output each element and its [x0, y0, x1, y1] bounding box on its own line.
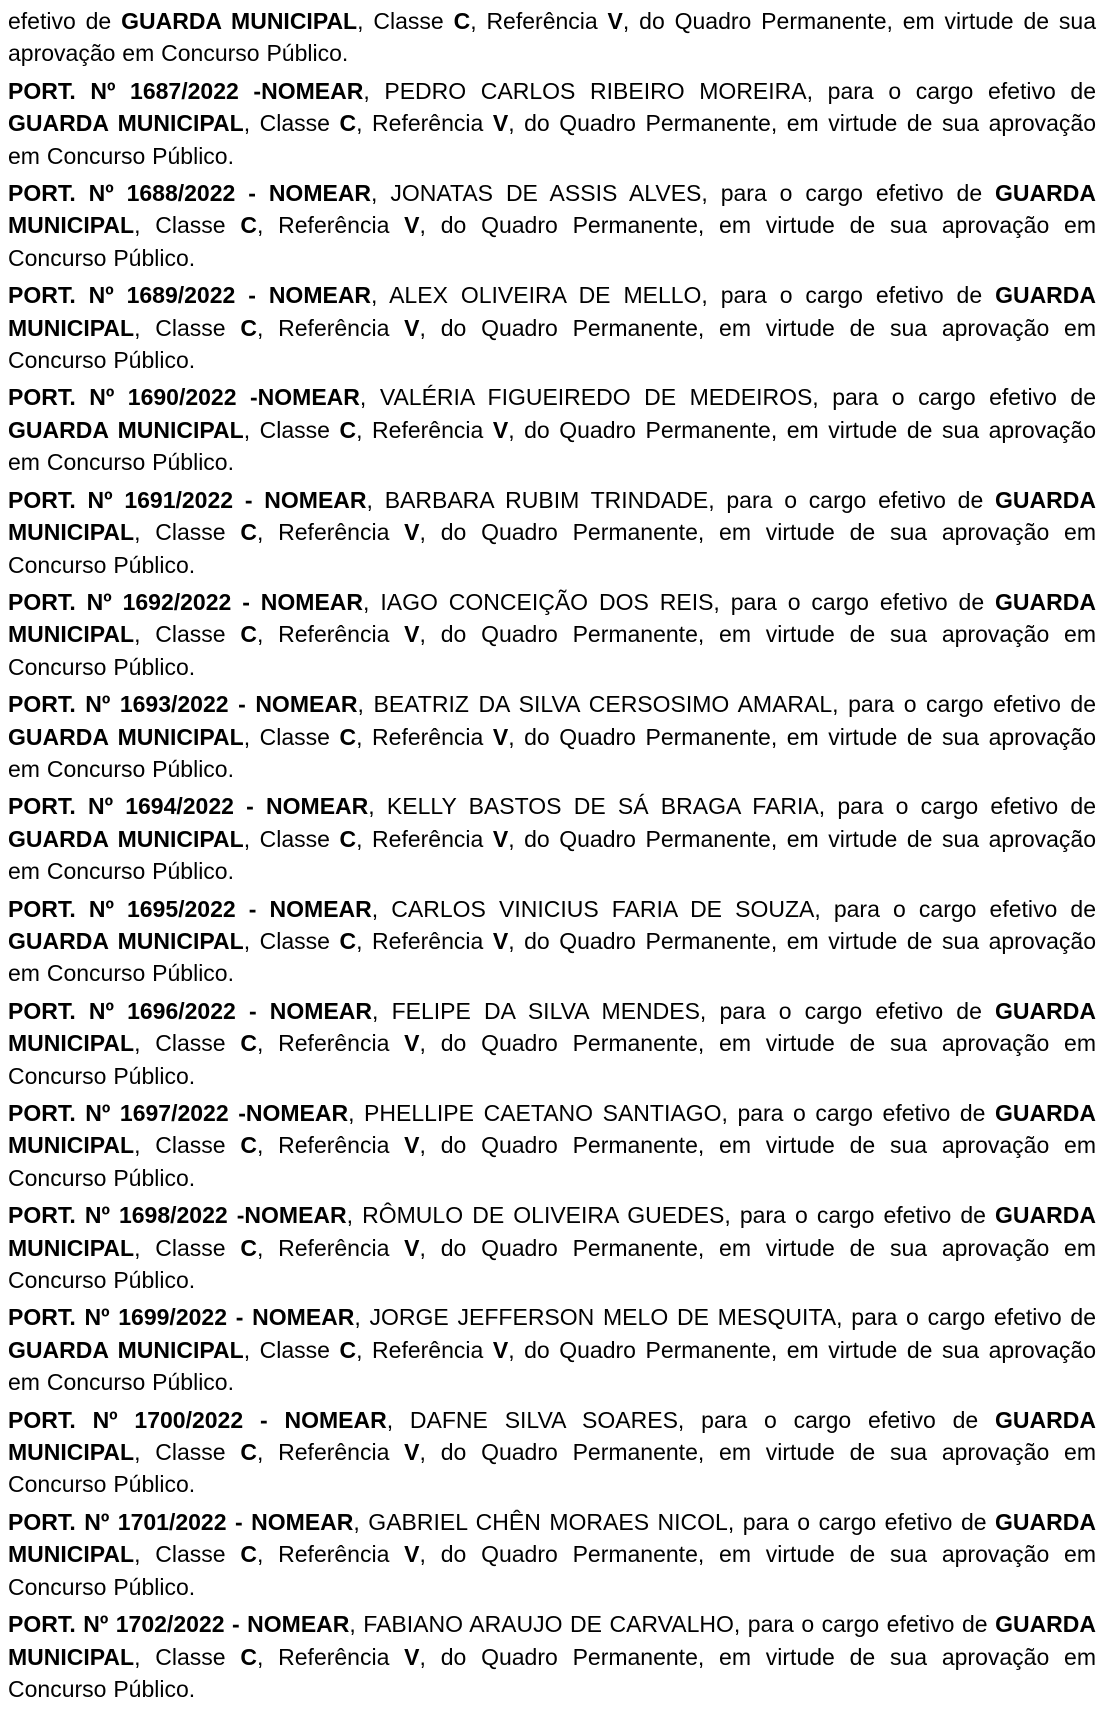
classe-value: C	[339, 1336, 357, 1363]
classe-value: C	[339, 927, 357, 954]
ordinance-entry-1695	[8, 893, 1096, 990]
ordinance-entry-1688	[8, 177, 1096, 274]
classe-label: , Classe	[134, 314, 241, 341]
classe-value: C	[240, 519, 257, 546]
classe-value: C	[240, 1132, 257, 1159]
ordinance-entry-1697	[8, 1097, 1096, 1194]
entry-heading: PORT. Nº 1696/2022 - NOMEAR	[8, 997, 373, 1024]
ordinance-entry-1696	[8, 995, 1096, 1092]
referencia-label: , Referência	[356, 1336, 493, 1363]
referencia-value: V	[404, 1439, 420, 1466]
entry-tail: , do Quadro Permanente, em virtude de sua aprovação em Concurso Público.	[8, 621, 1096, 680]
entry-tail: , do Quadro Permanente, em virtude de sua aprovação em Concurso Público.	[8, 519, 1096, 578]
entry-name-and-text: , PEDRO CARLOS RIBEIRO MOREIRA, para o cargo efetivo de	[363, 77, 1096, 104]
entry-name-and-text: , DAFNE SILVA SOARES, para o cargo efetivo de	[386, 1406, 996, 1433]
entry-heading: PORT. Nº 1695/2022 - NOMEAR	[8, 895, 372, 922]
position-title: GUARDA MUNICIPAL	[8, 997, 1096, 1057]
classe-label: , Classe	[243, 927, 340, 954]
position-title: GUARDA MUNICIPAL	[8, 416, 244, 443]
referencia-value: V	[404, 1132, 420, 1159]
entry-heading: PORT. Nº 1691/2022 - NOMEAR	[8, 486, 367, 513]
position-title: GUARDA MUNICIPAL	[8, 588, 1096, 648]
entry-heading: PORT. Nº 1697/2022 -NOMEAR	[8, 1100, 349, 1126]
classe-value: C	[240, 1643, 257, 1670]
entry-tail: , do Quadro Permanente, em virtude de sua aprovação em Concurso Público.	[8, 110, 1096, 169]
ordinance-entry-1699	[8, 1301, 1096, 1398]
entry-name-and-text: , JORGE JEFFERSON MELO DE MESQUITA, para o cargo efetivo de	[354, 1304, 1096, 1331]
classe-value: C	[240, 1234, 257, 1261]
entry-heading: PORT. Nº 1699/2022 - NOMEAR	[8, 1304, 355, 1331]
ordinance-entry-1689	[8, 279, 1096, 376]
ordinance-entry-1694	[8, 790, 1096, 887]
referencia-value: V	[492, 416, 509, 443]
entry-name-and-text: , IAGO CONCEIÇÃO DOS REIS, para o cargo efetivo de	[363, 588, 996, 615]
referencia-value: V	[492, 825, 509, 852]
entry-name-and-text: , BARBARA RUBIM TRINDADE, para o cargo efetivo de	[366, 486, 996, 513]
entry-tail: , do Quadro Permanente, em virtude de sua aprovação em Concurso Público.	[8, 825, 1096, 885]
classe-label: , Classe	[243, 723, 340, 750]
entry-tail: , do Quadro Permanente, em virtude de sua aprovação em Concurso Público.	[8, 8, 1096, 67]
entry-heading: PORT. Nº 1698/2022 -NOMEAR	[8, 1202, 347, 1229]
classe-label: , Classe	[134, 621, 241, 648]
entry-name-and-text: , GABRIEL CHÊN MORAES NICOL, para o cargo efetivo de	[353, 1508, 996, 1535]
entry-tail: , do Quadro Permanente, em virtude de sua aprovação em Concurso Público.	[8, 314, 1096, 374]
position-title: GUARDA MUNICIPAL	[8, 1336, 244, 1363]
classe-label: , Classe	[357, 8, 454, 34]
entry-tail: , do Quadro Permanente, em virtude de sua aprovação em Concurso Público.	[8, 1336, 1096, 1396]
ordinance-entry-1700	[8, 1404, 1096, 1501]
position-title: GUARDA MUNICIPAL	[8, 1508, 1096, 1568]
classe-label: , Classe	[243, 416, 340, 443]
classe-value: C	[240, 1030, 257, 1057]
referencia-value: V	[404, 621, 420, 648]
entry-heading: PORT. Nº 1689/2022 - NOMEAR	[8, 282, 372, 309]
position-title: GUARDA MUNICIPAL	[8, 723, 244, 750]
classe-label: , Classe	[134, 1132, 241, 1159]
classe-value: C	[240, 1541, 257, 1568]
entry-name-and-text: , VALÉRIA FIGUEIREDO DE MEDEIROS, para o cargo efetivo de	[359, 384, 1096, 411]
classe-label: , Classe	[134, 519, 241, 546]
entry-name-and-text: , FELIPE DA SILVA MENDES, para o cargo efetivo de	[372, 997, 996, 1024]
referencia-value: V	[404, 1030, 420, 1057]
referencia-label: , Referência	[356, 927, 493, 954]
classe-value: C	[339, 723, 357, 750]
classe-value: C	[339, 825, 357, 852]
ordinance-entry-1692	[8, 586, 1096, 683]
entry-tail: , do Quadro Permanente, em virtude de sua aprovação em Concurso Público.	[8, 927, 1096, 987]
classe-value: C	[339, 416, 357, 443]
ordinance-entry-1693	[8, 688, 1096, 785]
entry-tail: , do Quadro Permanente, em virtude de sua aprovação em Concurso Público.	[8, 1541, 1096, 1600]
ordinance-entry-1702	[8, 1608, 1096, 1705]
entry-tail: , do Quadro Permanente, em virtude de sua aprovação em Concurso Público.	[8, 416, 1096, 476]
position-title: GUARDA MUNICIPAL	[8, 1100, 1096, 1159]
entry-text: efetivo de	[8, 8, 122, 34]
entry-name-and-text: , RÔMULO DE OLIVEIRA GUEDES, para o cargo efetivo de	[346, 1202, 996, 1229]
position-title: GUARDA MUNICIPAL	[8, 1202, 1096, 1261]
entry-heading: PORT. Nº 1687/2022 -NOMEAR	[8, 77, 364, 104]
position-title: GUARDA MUNICIPAL	[8, 927, 244, 954]
ordinance-entry-1698	[8, 1199, 1096, 1296]
classe-value: C	[240, 212, 257, 239]
entry-tail: , do Quadro Permanente, em virtude de sua aprovação em Concurso Público.	[8, 1030, 1096, 1089]
position-title: GUARDA MUNICIPAL	[8, 110, 244, 137]
position-title: GUARDA MUNICIPAL	[8, 825, 244, 852]
entry-name-and-text: , CARLOS VINICIUS FARIA DE SOUZA, para o cargo efetivo de	[371, 895, 1096, 922]
classe-label: , Classe	[243, 825, 340, 852]
ordinance-list	[8, 5, 1096, 1705]
classe-label: , Classe	[134, 1030, 241, 1057]
entry-heading: PORT. Nº 1690/2022 -NOMEAR	[8, 384, 360, 411]
referencia-label: , Referência	[256, 519, 405, 546]
referencia-value: V	[492, 1336, 509, 1363]
entry-tail: , do Quadro Permanente, em virtude de sua aprovação em Concurso Público.	[8, 1132, 1096, 1191]
entry-name-and-text: , KELLY BASTOS DE SÁ BRAGA FARIA, para o cargo efetivo de	[368, 793, 1096, 820]
entry-name-and-text: , FABIANO ARAUJO DE CARVALHO, para o cargo efetivo de	[349, 1611, 996, 1638]
entry-heading: PORT. Nº 1692/2022 - NOMEAR	[8, 588, 364, 615]
position-title: GUARDA MUNICIPAL	[8, 486, 1096, 546]
ordinance-entry-1701	[8, 1506, 1096, 1603]
entry-heading: PORT. Nº 1694/2022 - NOMEAR	[8, 793, 369, 820]
referencia-value: V	[492, 927, 509, 954]
entry-tail: , do Quadro Permanente, em virtude de sua aprovação em Concurso Público.	[8, 723, 1096, 782]
entry-heading: PORT. Nº 1693/2022 - NOMEAR	[8, 691, 358, 718]
classe-label: , Classe	[134, 1439, 241, 1466]
referencia-label: , Referência	[256, 1541, 405, 1568]
referencia-value: V	[492, 110, 509, 137]
referencia-value: V	[492, 723, 509, 750]
referencia-label: , Referência	[256, 1234, 405, 1261]
referencia-value: V	[404, 1234, 420, 1261]
ordinance-entry-1691	[8, 484, 1096, 581]
referencia-value: V	[404, 1541, 420, 1568]
referencia-value: V	[404, 212, 420, 239]
position-title: GUARDA MUNICIPAL	[121, 8, 358, 34]
entry-tail: , do Quadro Permanente, em virtude de sua aprovação em Concurso Público.	[8, 212, 1096, 271]
referencia-label: , Referência	[256, 621, 405, 648]
position-title: GUARDA MUNICIPAL	[8, 180, 1096, 239]
referencia-label: , Referência	[256, 1439, 405, 1466]
referencia-label: , Referência	[356, 416, 493, 443]
referencia-value: V	[404, 314, 420, 341]
position-title: GUARDA MUNICIPAL	[8, 1611, 1097, 1670]
referencia-value: V	[404, 519, 420, 546]
ordinance-entry-1690	[8, 381, 1096, 478]
classe-label: , Classe	[134, 212, 241, 239]
classe-label: , Classe	[134, 1643, 241, 1670]
classe-label: , Classe	[134, 1234, 241, 1261]
position-title: GUARDA MUNICIPAL	[8, 1406, 1096, 1466]
position-title: GUARDA MUNICIPAL	[8, 282, 1097, 341]
entry-name-and-text: , JONATAS DE ASSIS ALVES, para o cargo efetivo de	[371, 180, 996, 207]
entry-tail: , do Quadro Permanente, em virtude de sua aprovação em Concurso Público.	[8, 1234, 1096, 1294]
classe-value: C	[240, 314, 257, 341]
entry-name-and-text: , BEATRIZ DA SILVA CERSOSIMO AMARAL, para o cargo efetivo de	[357, 691, 1097, 718]
referencia-label: , Referência	[256, 1030, 405, 1057]
classe-label: , Classe	[243, 1336, 340, 1363]
ordinance-entry-1687	[8, 75, 1096, 172]
classe-value: C	[453, 8, 471, 34]
referencia-label: , Referência	[356, 825, 493, 852]
referencia-label: , Referência	[256, 1132, 405, 1159]
entry-name-and-text: , PHELLIPE CAETANO SANTIAGO, para o cargo efetivo de	[348, 1100, 996, 1126]
referencia-label: , Referência	[256, 314, 405, 341]
referencia-label: , Referência	[470, 8, 608, 34]
referencia-label: , Referência	[356, 110, 493, 137]
referencia-label: , Referência	[356, 723, 493, 750]
referencia-label: , Referência	[256, 212, 405, 239]
entry-heading: PORT. Nº 1700/2022 - NOMEAR	[8, 1406, 387, 1433]
entry-tail: , do Quadro Permanente, em virtude de sua aprovação em Concurso Público.	[8, 1643, 1096, 1702]
entry-heading: PORT. Nº 1688/2022 - NOMEAR	[8, 180, 372, 207]
classe-label: , Classe	[243, 110, 340, 137]
referencia-label: , Referência	[256, 1643, 405, 1670]
classe-value: C	[240, 1439, 257, 1466]
entry-tail: , do Quadro Permanente, em virtude de sua aprovação em Concurso Público.	[8, 1439, 1096, 1498]
classe-label: , Classe	[134, 1541, 241, 1568]
entry-heading: PORT. Nº 1702/2022 - NOMEAR	[8, 1611, 350, 1638]
classe-value: C	[240, 621, 257, 648]
classe-value: C	[339, 110, 357, 137]
referencia-value: V	[607, 8, 623, 34]
entry-name-and-text: , ALEX OLIVEIRA DE MELLO, para o cargo efetivo de	[371, 282, 996, 309]
ordinance-entry-continuation	[8, 5, 1096, 70]
entry-heading: PORT. Nº 1701/2022 - NOMEAR	[8, 1508, 354, 1535]
referencia-value: V	[404, 1643, 420, 1670]
